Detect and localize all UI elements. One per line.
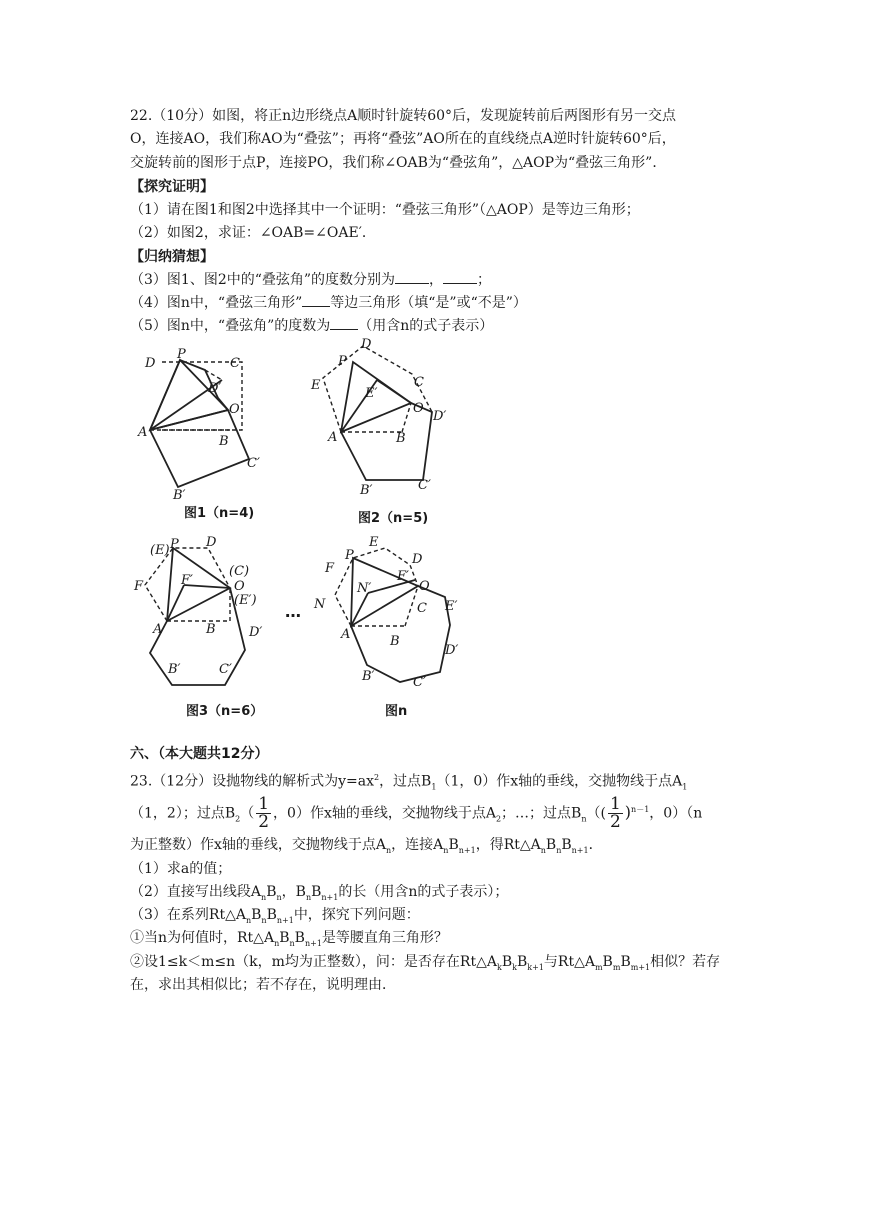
q23-p2-d: B bbox=[311, 884, 322, 900]
q23-c2-a: ②设1≤k＜m≤n（k，m均为正整数），问：是否存在Rt△A bbox=[130, 954, 497, 970]
f3-label-Dp: D′ bbox=[249, 625, 263, 640]
f3-label-E: (E) bbox=[150, 543, 170, 558]
q23-subq-2 bbox=[130, 952, 720, 978]
f1-label-C: C bbox=[230, 356, 240, 371]
figure-3 bbox=[145, 548, 245, 685]
q22-line-3: 交旋转前的图形于点P，连接PO，我们称∠OAB为“叠弦角”，△AOP为“叠弦三角形”． bbox=[130, 155, 667, 171]
q23-part-3 bbox=[130, 905, 420, 931]
q23-c2-f: B bbox=[620, 954, 631, 970]
answer-blank-3[interactable] bbox=[302, 294, 330, 307]
q22-heading-induct: 【归纳猜想】 bbox=[130, 249, 214, 265]
f3-label-Bp: B′ bbox=[168, 662, 181, 677]
q23-c1-s1: n bbox=[274, 938, 280, 948]
q23-subq-2-cont: 在，求出其相似比；若不存在，说明理由． bbox=[130, 977, 396, 993]
q23-p3-a: （3）在系列Rt△A bbox=[130, 907, 246, 923]
q23-l3-sub4: n bbox=[540, 845, 546, 855]
f1-label-A: A bbox=[138, 425, 148, 440]
q23-l2-f: ，0）（n bbox=[649, 805, 703, 822]
q23-l3-d: ，得Rt△A bbox=[475, 837, 541, 853]
q23-l2-e: （( bbox=[586, 805, 606, 822]
q23-l2-c: ，0）作x轴的垂线，交抛物线于点A bbox=[273, 805, 496, 822]
q22-part-4-text: （4）图n中，“叠弦三角形” bbox=[130, 295, 303, 311]
caption-figure-n: 图n bbox=[385, 704, 408, 719]
q23-p2-a: （2）直接写出线段A bbox=[130, 884, 262, 900]
fn-label-Ep: E′ bbox=[445, 599, 458, 614]
q22-part-3-text: （3）图1、图2中的“叠弦角”的度数分别为 bbox=[130, 272, 396, 288]
q22-part-3-comma: ， bbox=[429, 272, 444, 288]
fn-label-Np: N′ bbox=[357, 581, 372, 596]
q23-c2-s1: k bbox=[496, 962, 502, 972]
fn-label-P: P bbox=[345, 548, 354, 563]
f2-label-Ep: E′ bbox=[365, 386, 378, 401]
q23-c2-c: B bbox=[516, 954, 528, 970]
fn-label-Cp: C′ bbox=[413, 675, 426, 690]
f1-label-B: B bbox=[219, 434, 229, 449]
f3-label-P: P bbox=[170, 537, 179, 552]
q23-l3-c: B bbox=[448, 837, 459, 853]
q23-p2-s1: n bbox=[261, 892, 267, 902]
q23-l1-sub: 1 bbox=[431, 782, 437, 792]
fraction-den-2: 2 bbox=[609, 812, 621, 832]
q22-part-5-text: （5）图n中，“叠弦角”的度数为 bbox=[130, 318, 331, 334]
f1-label-O: O bbox=[229, 402, 240, 417]
q23-l2-sub3: n bbox=[581, 814, 587, 824]
q23-l1-sup: 2 bbox=[373, 773, 380, 782]
q23-l2-d: ；…；过点B bbox=[501, 805, 582, 822]
q23-l3-f: B bbox=[561, 837, 572, 853]
q23-c1-s2: n bbox=[289, 938, 295, 948]
f2-label-Bp: B′ bbox=[360, 483, 373, 498]
q23-l1-b: ，过点B bbox=[379, 773, 432, 790]
q23-c2-s4: m bbox=[594, 962, 603, 972]
f3-label-D: D bbox=[206, 535, 217, 550]
fn-label-E: E bbox=[369, 535, 379, 550]
fraction-num-2: 1 bbox=[609, 794, 621, 814]
q23-part-2 bbox=[130, 882, 508, 908]
q23-l2-sup: n－1 bbox=[631, 804, 650, 814]
q23-p2-e: 的长（用含n的式子表示）； bbox=[338, 884, 509, 900]
q23-l3-sub6: n+1 bbox=[571, 845, 589, 855]
q23-l3-g: ． bbox=[588, 837, 603, 853]
q23-c1-d: 是等腰直角三角形？ bbox=[321, 930, 448, 946]
q22-part-5 bbox=[130, 316, 493, 336]
fn-label-B: B bbox=[390, 634, 400, 649]
f2-label-Cp: C′ bbox=[418, 478, 431, 493]
answer-blank-2[interactable] bbox=[443, 271, 477, 284]
figure-1 bbox=[150, 360, 249, 487]
q23-p3-b: B bbox=[251, 907, 262, 923]
q23-p2-s3: n bbox=[305, 892, 312, 902]
fn-label-Fp: F′ bbox=[397, 569, 409, 584]
q23-line-2: （1，2）；过点$B_2$（ $\frac{1}{2}$ ，0）作x轴的垂线，交抛物线于点$A_2$；…；过点$B_n$（( $\frac{1}{2}$ )$^{n-1}$，0）（n bbox=[130, 794, 703, 832]
q22-heading-explore: 【探究证明】 bbox=[130, 179, 214, 195]
q23-l3-sub: n bbox=[386, 845, 392, 855]
q23-l3-e: B bbox=[545, 837, 557, 853]
f3-label-C: (C) bbox=[229, 564, 250, 579]
q23-c2-s2: k bbox=[512, 962, 517, 972]
q23-l3-sub2: n bbox=[443, 845, 449, 855]
q23-part-1: （1）求a的值； bbox=[130, 861, 232, 877]
fn-label-Dp: D′ bbox=[445, 643, 459, 658]
caption-figure-1: 图1（n=4) bbox=[184, 506, 255, 521]
f2-label-A: A bbox=[328, 430, 338, 445]
q23-p3-s1: n bbox=[245, 915, 252, 925]
f2-label-Dp: D′ bbox=[433, 409, 447, 424]
q23-c2-b: B bbox=[501, 954, 513, 970]
f2-label-P: P bbox=[338, 354, 347, 369]
f1-label-Dp: D′ bbox=[208, 381, 222, 396]
q23-l3-sub5: n bbox=[556, 845, 562, 855]
f3-label-A: A bbox=[153, 622, 163, 637]
q22-part-1: （1）请在图1和图2中选择其中一个证明：“叠弦三角形”（△AOP）是等边三角形； bbox=[130, 202, 640, 218]
f2-label-D: D bbox=[361, 337, 372, 352]
fraction-half bbox=[256, 796, 271, 831]
q23-c2-s5: m bbox=[612, 962, 621, 972]
q23-p2-s2: n bbox=[276, 892, 282, 902]
fn-label-O: O bbox=[419, 579, 430, 594]
ellipsis: … bbox=[285, 602, 301, 621]
q23-l2-sub2: 2 bbox=[495, 814, 502, 824]
q23-line-3 bbox=[130, 835, 603, 861]
f2-label-B: B bbox=[396, 431, 406, 446]
f2-label-C: C bbox=[414, 375, 424, 390]
f1-label-P: P bbox=[177, 347, 186, 362]
q23-l2-sub: 2 bbox=[235, 814, 241, 824]
fn-label-D: D bbox=[412, 552, 423, 567]
q23-c2-g: 相似？若存 bbox=[650, 954, 721, 970]
q23-c1-c: B bbox=[294, 930, 305, 946]
f3-label-Cp: C′ bbox=[219, 662, 232, 677]
caption-figure-3: 图3（n=6） bbox=[186, 704, 264, 719]
figure-2 bbox=[323, 346, 432, 480]
f3-label-O: O bbox=[234, 579, 245, 594]
f3-label-Fp: F′ bbox=[181, 573, 193, 588]
caption-figure-2: 图2（n=5) bbox=[358, 511, 429, 526]
section-6-heading: 六、（本大题共12分） bbox=[130, 746, 269, 762]
q23-p2-b: B bbox=[266, 884, 277, 900]
q23-l3-sub3: n+1 bbox=[458, 845, 476, 855]
f3-label-B: B bbox=[206, 622, 216, 637]
fn-label-A: A bbox=[341, 627, 351, 642]
fn-label-Bp: B′ bbox=[362, 669, 375, 684]
f1-label-D: D bbox=[145, 356, 156, 371]
fraction-den: 2 bbox=[258, 812, 270, 832]
q22-part-2: （2）如图2，求证：∠OAB=∠OAE′． bbox=[130, 225, 376, 241]
q23-p3-s3: n+1 bbox=[276, 915, 294, 925]
f1-label-Cp: C′ bbox=[247, 456, 260, 471]
q23-c2-d: 与Rt△A bbox=[543, 954, 595, 970]
q23-p3-c: B bbox=[266, 907, 277, 923]
answer-blank-4[interactable] bbox=[330, 317, 358, 330]
f3-label-Ep: (E′) bbox=[234, 593, 257, 608]
q22-part-3-end: ； bbox=[477, 272, 492, 288]
fraction-half-2 bbox=[608, 796, 623, 831]
q22-part-3 bbox=[130, 270, 491, 290]
q23-c2-s3: k+1 bbox=[527, 962, 544, 972]
q23-p3-d: 中，探究下列问题： bbox=[293, 907, 420, 923]
q23-c2-e: B bbox=[602, 954, 613, 970]
q22-part-5-tail: （用含n的式子表示） bbox=[358, 318, 494, 334]
q23-line-1 bbox=[130, 768, 687, 797]
figure-n bbox=[335, 548, 450, 682]
f2-label-O: O bbox=[413, 401, 424, 416]
answer-blank-1[interactable] bbox=[395, 271, 429, 284]
q23-l3-b: ，连接A bbox=[391, 837, 444, 853]
q23-c1-a: ①当n为何值时，Rt△A bbox=[130, 930, 275, 946]
fn-label-F: F bbox=[325, 561, 335, 576]
q23-c1-s3: n+1 bbox=[304, 938, 322, 948]
q22-part-4-tail: 等边三角形（填“是”或“不是”） bbox=[330, 295, 527, 311]
q23-l1-a: 23.（12分）设抛物线的解析式为y=ax bbox=[130, 773, 374, 790]
q23-l2-b: （ bbox=[240, 805, 255, 822]
q22-part-4 bbox=[130, 293, 527, 313]
q23-p2-c: ，B bbox=[281, 884, 306, 900]
f1-label-Bp: B′ bbox=[173, 488, 186, 503]
f2-label-E: E bbox=[311, 378, 321, 393]
fraction-num: 1 bbox=[258, 794, 270, 814]
q23-c2-s6: m+1 bbox=[630, 962, 651, 972]
fn-label-C: C bbox=[417, 601, 427, 616]
q23-l3-a: 为正整数）作x轴的垂线，交抛物线于点A bbox=[130, 837, 387, 853]
q22-line-1: 22.（10分）如图，将正n边形绕点A顺时针旋转60°后，发现旋转前后两图形有另一交点 bbox=[130, 108, 677, 124]
q23-p2-s4: n+1 bbox=[321, 892, 339, 902]
q23-l1-c: （1，0）作x轴的垂线，交抛物线于点A bbox=[436, 773, 683, 790]
fn-label-N: N bbox=[314, 597, 326, 612]
q23-l1-sub2: 1 bbox=[682, 782, 688, 792]
q22-line-2: O，连接AO，我们称AO为“叠弦”；再将“叠弦”AO所在的直线绕点A逆时针旋转60°后， bbox=[130, 131, 676, 147]
f3-label-F: F bbox=[134, 579, 144, 594]
q23-subq-1 bbox=[130, 928, 448, 954]
q23-l2-a: （1，2）；过点B bbox=[130, 805, 236, 822]
q23-p3-s2: n bbox=[261, 915, 267, 925]
q23-c1-b: B bbox=[279, 930, 290, 946]
